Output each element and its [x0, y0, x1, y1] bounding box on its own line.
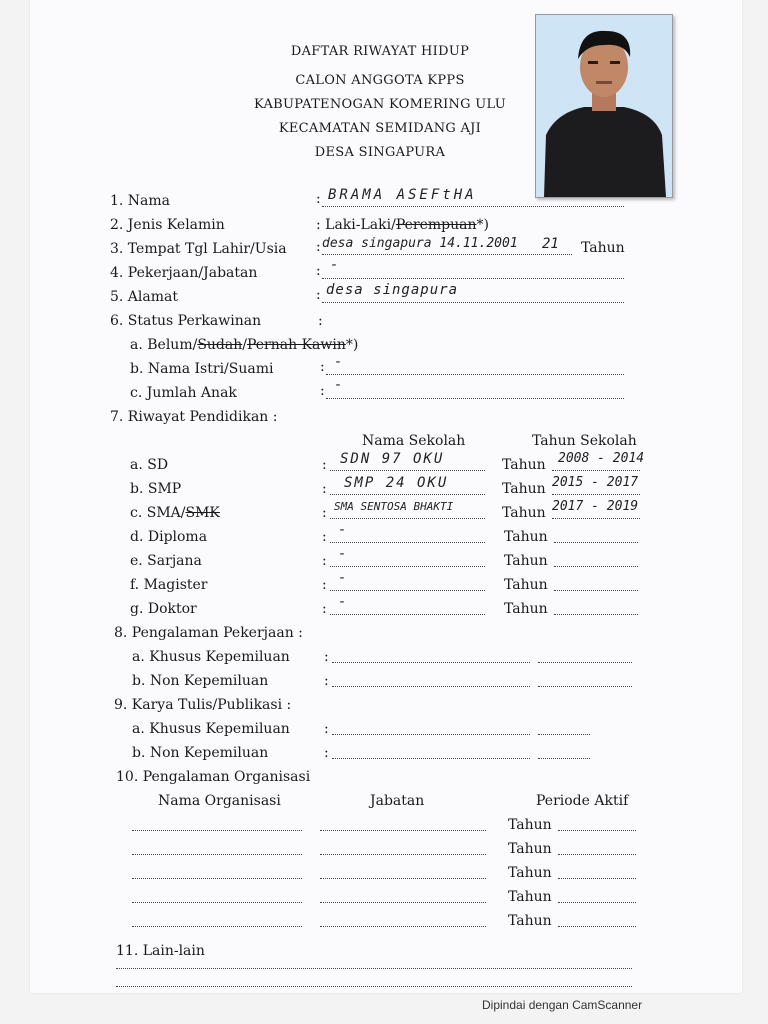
- dots-tahun-smp: [552, 494, 640, 495]
- title-line-1: DAFTAR RIWAYAT HIDUP: [290, 44, 470, 59]
- dots-smp: [330, 494, 485, 495]
- col-periode-aktif: Periode Aktif: [536, 793, 629, 809]
- dots-nama: [322, 206, 624, 207]
- dots-pengalaman-b-period: [538, 686, 632, 687]
- label-doktor: g. Doktor: [130, 601, 197, 617]
- colon: :: [322, 553, 327, 569]
- label-lain-lain: 11. Lain-lain: [116, 943, 205, 959]
- dots-karya-a-year: [538, 734, 590, 735]
- year-sd: 2008 - 2014: [558, 451, 645, 466]
- label-karya-a: a. Khusus Kepemiluan: [132, 721, 290, 737]
- colon: :: [322, 529, 327, 545]
- label-tahun: Tahun: [508, 889, 552, 905]
- dots-istri: [326, 374, 624, 375]
- dots-tahun-diploma: [554, 542, 638, 543]
- label-smp: b. SMP: [130, 481, 182, 497]
- col-nama-organisasi: Nama Organisasi: [158, 793, 281, 809]
- label-tahun: Tahun: [508, 913, 552, 929]
- value-smp: SMP 24 OKU: [344, 475, 449, 491]
- label-karya: 9. Karya Tulis/Publikasi :: [114, 697, 292, 713]
- label-sma: c. SMA/SMK: [130, 505, 220, 521]
- colon: :: [316, 239, 321, 255]
- colon: :: [322, 481, 327, 497]
- label-pengalaman-pekerjaan: 8. Pengalaman Pekerjaan :: [114, 625, 303, 641]
- dots-sd: [330, 470, 485, 471]
- colon: :: [322, 505, 327, 521]
- value-sarjana: -: [338, 546, 347, 562]
- label-tahun: Tahun: [502, 481, 546, 497]
- label-karya-b: b. Non Kepemiluan: [132, 745, 269, 761]
- year-sma: 2017 - 2019: [552, 499, 639, 514]
- dots-doktor: [330, 614, 485, 615]
- value-magister: -: [338, 570, 347, 586]
- applicant-photo: [535, 14, 673, 198]
- label-anak: c. Jumlah Anak: [130, 385, 237, 401]
- value-diploma: -: [338, 522, 347, 538]
- colon: :: [324, 673, 329, 689]
- label-alamat: 5. Alamat: [110, 289, 178, 305]
- value-ttl: desa singapura 14.11.2001: [322, 236, 518, 251]
- label-pengalaman-b: b. Non Kepemiluan: [132, 673, 269, 689]
- label-tahun: Tahun: [508, 817, 552, 833]
- title-line-3: KABUPATENOGAN KOMERING ULU: [253, 97, 507, 112]
- value-usia: 21: [542, 236, 559, 252]
- colon: :: [322, 457, 327, 473]
- dots-lain-1: [116, 968, 632, 969]
- dots-tahun-doktor: [554, 614, 638, 615]
- dots-karya-a: [332, 734, 530, 735]
- colon: :: [320, 383, 325, 399]
- label-tahun: Tahun: [502, 505, 546, 521]
- dots-lain-2: [116, 986, 632, 987]
- label-tahun: Tahun: [502, 457, 546, 473]
- dots-sarjana: [330, 566, 485, 567]
- dots-pekerjaan: [322, 278, 624, 279]
- col-tahun-sekolah: Tahun Sekolah: [532, 433, 637, 449]
- scanner-watermark: Dipindai dengan CamScanner: [482, 998, 643, 1012]
- label-nama: 1. Nama: [110, 193, 171, 209]
- value-jenis-kelamin: : Laki-Laki/Perempuan*): [316, 217, 489, 233]
- dots-alamat: [322, 302, 624, 303]
- label-magister: f. Magister: [130, 577, 208, 593]
- value-anak: -: [334, 377, 343, 393]
- label-tahun: Tahun: [581, 240, 625, 256]
- dots-karya-b-year: [538, 758, 590, 759]
- colon: :: [316, 191, 321, 207]
- label-istri: b. Nama Istri/Suami: [130, 361, 274, 377]
- colon: :: [320, 359, 325, 375]
- label-pengalaman-a: a. Khusus Kepemiluan: [132, 649, 290, 665]
- colon: :: [324, 649, 329, 665]
- label-tahun: Tahun: [504, 577, 548, 593]
- title-line-2: CALON ANGGOTA KPPS: [295, 73, 465, 88]
- year-smp: 2015 - 2017: [552, 475, 639, 490]
- label-tahun: Tahun: [504, 553, 548, 569]
- title-line-4: KECAMATAN SEMIDANG AJI: [278, 121, 482, 136]
- title-line-5: DESA SINGAPURA: [314, 145, 446, 160]
- dots-tahun-sma: [552, 518, 640, 519]
- colon: :: [322, 577, 327, 593]
- value-nama: BRAMA ASEFtHA: [328, 187, 477, 203]
- label-organisasi: 10. Pengalaman Organisasi: [116, 769, 311, 785]
- label-pendidikan: 7. Riwayat Pendidikan :: [110, 409, 278, 425]
- colon: :: [324, 745, 329, 761]
- label-ttl: 3. Tempat Tgl Lahir/Usia: [110, 241, 287, 257]
- colon: :: [316, 263, 321, 279]
- label-tahun: Tahun: [504, 601, 548, 617]
- person-photo-icon: [536, 15, 672, 197]
- value-sd: SDN 97 OKU: [340, 451, 445, 467]
- label-status: 6. Status Perkawinan: [110, 313, 262, 329]
- dots-tahun-sarjana: [554, 566, 638, 567]
- dots-pengalaman-a: [332, 662, 530, 663]
- colon: :: [324, 721, 329, 737]
- value-doktor: -: [338, 594, 347, 610]
- label-tahun: Tahun: [508, 841, 552, 857]
- dots-pengalaman-b: [332, 686, 530, 687]
- colon: :: [318, 313, 323, 329]
- label-sarjana: e. Sarjana: [130, 553, 202, 569]
- col-nama-sekolah: Nama Sekolah: [362, 433, 466, 449]
- colon: :: [322, 601, 327, 617]
- dots-magister: [330, 590, 485, 591]
- label-tahun: Tahun: [504, 529, 548, 545]
- value-sma: SMA SENTOSA BHAKTI: [334, 500, 454, 513]
- dots-tahun-magister: [554, 590, 638, 591]
- dots-tahun-sd: [552, 470, 640, 471]
- label-belum: a. Belum/Sudah/Pernah Kawin*): [130, 337, 359, 353]
- colon: :: [316, 287, 321, 303]
- dots-diploma: [330, 542, 485, 543]
- value-pekerjaan: -: [330, 257, 339, 273]
- dots-anak: [326, 398, 624, 399]
- label-pekerjaan: 4. Pekerjaan/Jabatan: [110, 265, 258, 281]
- label-jenis-kelamin: 2. Jenis Kelamin: [110, 217, 225, 233]
- col-jabatan: Jabatan: [370, 793, 425, 809]
- label-sd: a. SD: [130, 457, 169, 473]
- dots-karya-b: [332, 758, 530, 759]
- dots-sma: [330, 518, 485, 519]
- value-alamat: desa singapura: [326, 282, 459, 298]
- dots-ttl: [322, 254, 572, 255]
- label-diploma: d. Diploma: [130, 529, 208, 545]
- dots-pengalaman-a-period: [538, 662, 632, 663]
- label-tahun: Tahun: [508, 865, 552, 881]
- value-istri: -: [334, 354, 343, 370]
